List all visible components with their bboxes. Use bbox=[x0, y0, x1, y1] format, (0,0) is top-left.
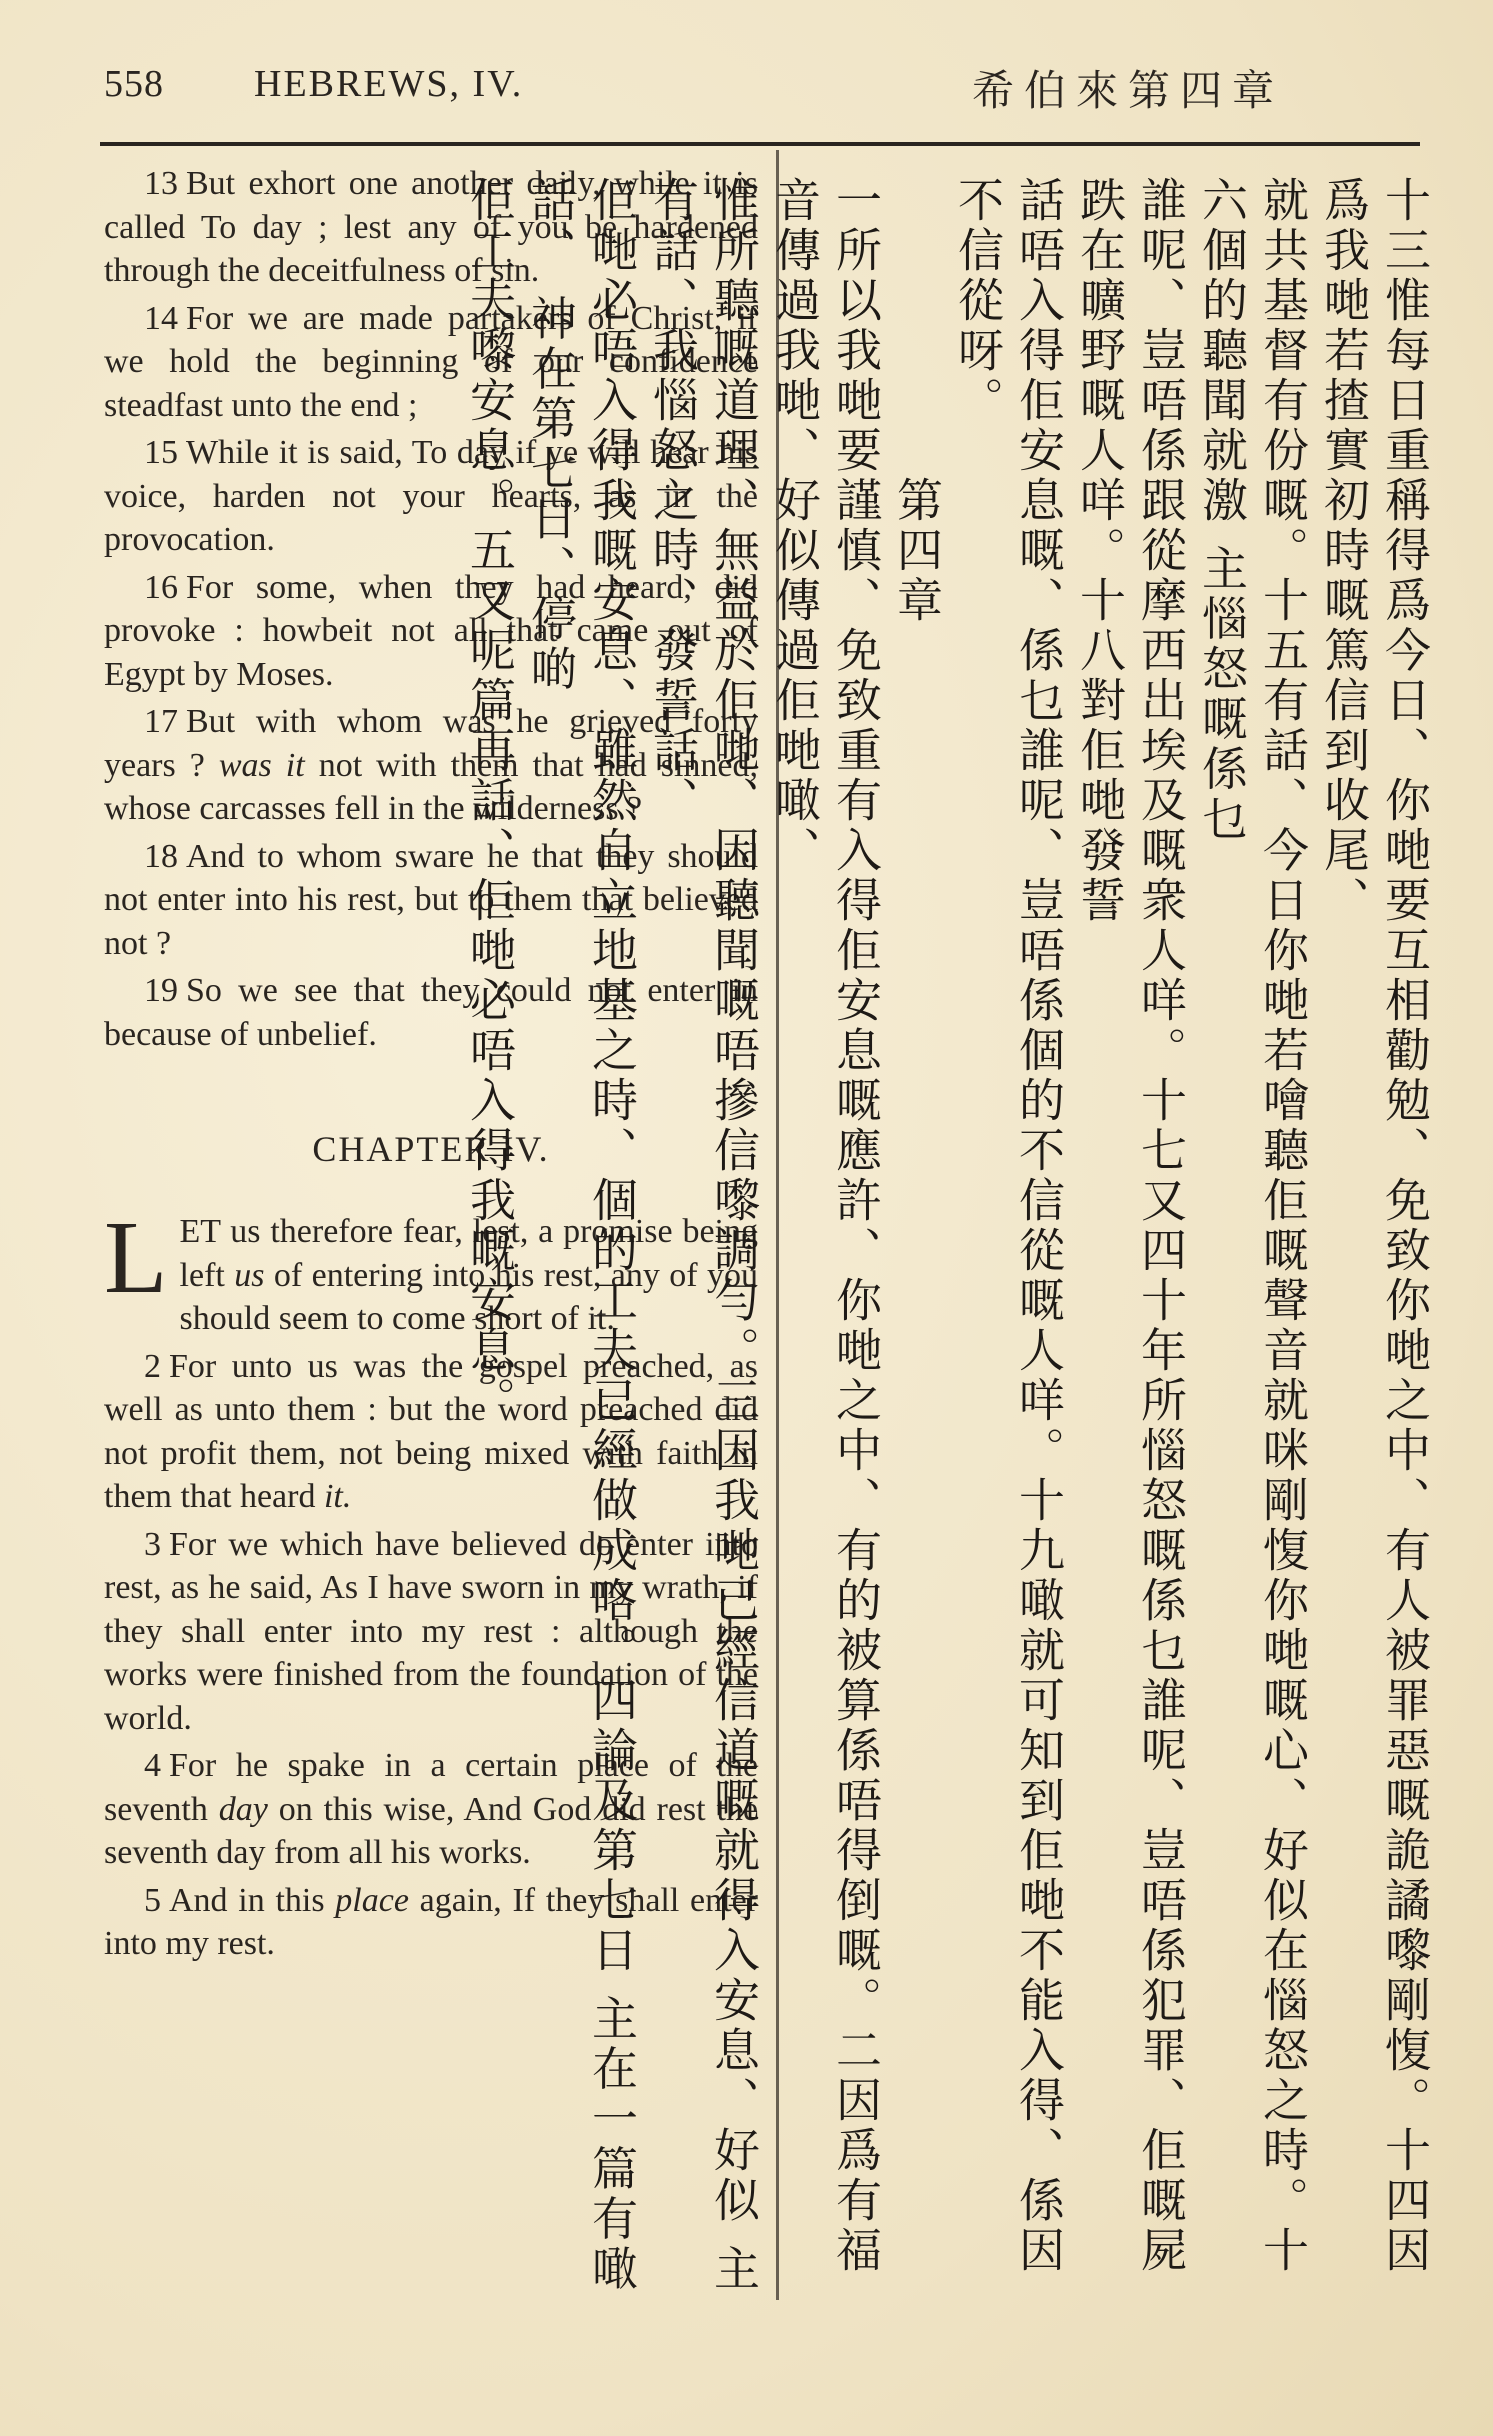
verse-19: 19 So we see that they could not enter in because of unbelief. bbox=[104, 972, 758, 1053]
page-number: 558 bbox=[104, 63, 164, 105]
chapter4-verse-5: 5 And in this place again, If they shall enter into my rest. bbox=[104, 1881, 758, 1962]
drop-cap: L bbox=[104, 1200, 168, 1315]
chinese-line: 就共基督有份嘅。十五有話、今日你哋若噲聽佢嘅聲音就咪剛愎你哋嘅心、好似在惱怒之時。十六個的聽聞就激 主惱怒嘅係乜 bbox=[1195, 176, 1310, 2276]
verse-16: 16 For some, when they had heard, did provoke : howbeit not all that came out of Egypt by Moses. bbox=[104, 568, 758, 693]
chinese-title: 希伯來第四章 bbox=[971, 66, 1284, 115]
verse-17: 17 But with whom was he grieved forty years ? was it not with them that had sinned, whose carcasses fell in the wilderness ? bbox=[104, 703, 758, 827]
chapter-heading: CHAPTER IV. bbox=[312, 1129, 550, 1169]
chapter4-verse-3: 3 For we which have believed do enter into rest, as he said, As I have sworn in my wrath, if they shall enter into my rest : although the works were finished from the foundation of the world. bbox=[104, 1525, 758, 1737]
verse-18: 18 And to whom sware he that they should not enter into his rest, but to them that believed not ? bbox=[104, 837, 758, 962]
chapter4-verse-2: 2 For unto us was the gospel preached, as well as unto them : but the word preached did not profit them, not being mixed with faith in them that heard it. bbox=[104, 1347, 758, 1515]
page-header bbox=[104, 62, 1284, 132]
verse-14: 14 For we are made partakers of Christ, if we hold the beginning of our confidence steadfast unto the end ; bbox=[104, 299, 758, 424]
verse-13: 13 But exhort one another daily, while it is called To day ; lest any of you be hardened through the deceitfulness of sin. bbox=[104, 165, 758, 289]
chinese-chapter-heading: 第四章 bbox=[890, 476, 944, 626]
verse-15: 15 While it is said, To day if ye will hear his voice, harden not your hearts, as in the provocation. bbox=[104, 434, 758, 558]
chapter4-verse-1: LET us therefore fear, lest, a promise being left us of entering into his rest, any of you should seem to come short of it. bbox=[104, 1200, 759, 1337]
english-title: HEBREWS, IV. bbox=[254, 63, 524, 105]
chinese-line: 十三惟每日重稱得爲今日、你哋要互相勸勉、免致你哋之中、有人被罪惡嘅詭譎嚟剛愎。十四因爲我哋若揸實初時嘅篤信到收尾、 bbox=[1317, 176, 1432, 2276]
chinese-line: 誰呢、豈唔係跟從摩西出埃及嘅衆人咩。十七又四十年所惱怒嘅係乜誰呢、豈唔係犯罪、佢嘅屍跌在曠野嘅人咩。十八對佢哋發誓 bbox=[1073, 176, 1188, 2276]
chinese-line: 佢工夫嚟安息。五又呢篇再話、佢哋必唔入得我嘅安息。 bbox=[463, 176, 517, 1426]
chapter4-verse-4: 4 For he spake in a certain place of the seventh day on this wise, And God did rest the seventh day from all his works. bbox=[104, 1747, 759, 1871]
chinese-line: 惟所聽嘅道理、無益於佢哋、因聽聞嘅唔摻信嚟調勻。三因我哋已經信道嘅就得入安息、好似 主有話、我惱怒之時、發誓話、 bbox=[646, 176, 761, 2295]
chinese-line: 話唔入得佢安息嘅、係乜誰呢、豈唔係個的不信從嘅人咩。十九噉就可知到佢哋不能入得、係因不信從呀。 bbox=[951, 176, 1066, 2276]
chinese-line: 佢哋必唔入得我嘅安息、雖然自立地基之時、個的工夫已經做成咯。四論及第七日 主在一篇有噉話、 神在第七日、停啲 bbox=[524, 176, 639, 2295]
chinese-line: 一所以我哋要謹慎、免致重有入得佢安息嘅應許、你哋之中、有的被算係唔得倒嘅。二因爲有福音傳過我哋、好似傳過佢哋噉、 bbox=[768, 176, 883, 2276]
header-rule bbox=[100, 142, 1420, 146]
chinese-column bbox=[463, 176, 1435, 2296]
